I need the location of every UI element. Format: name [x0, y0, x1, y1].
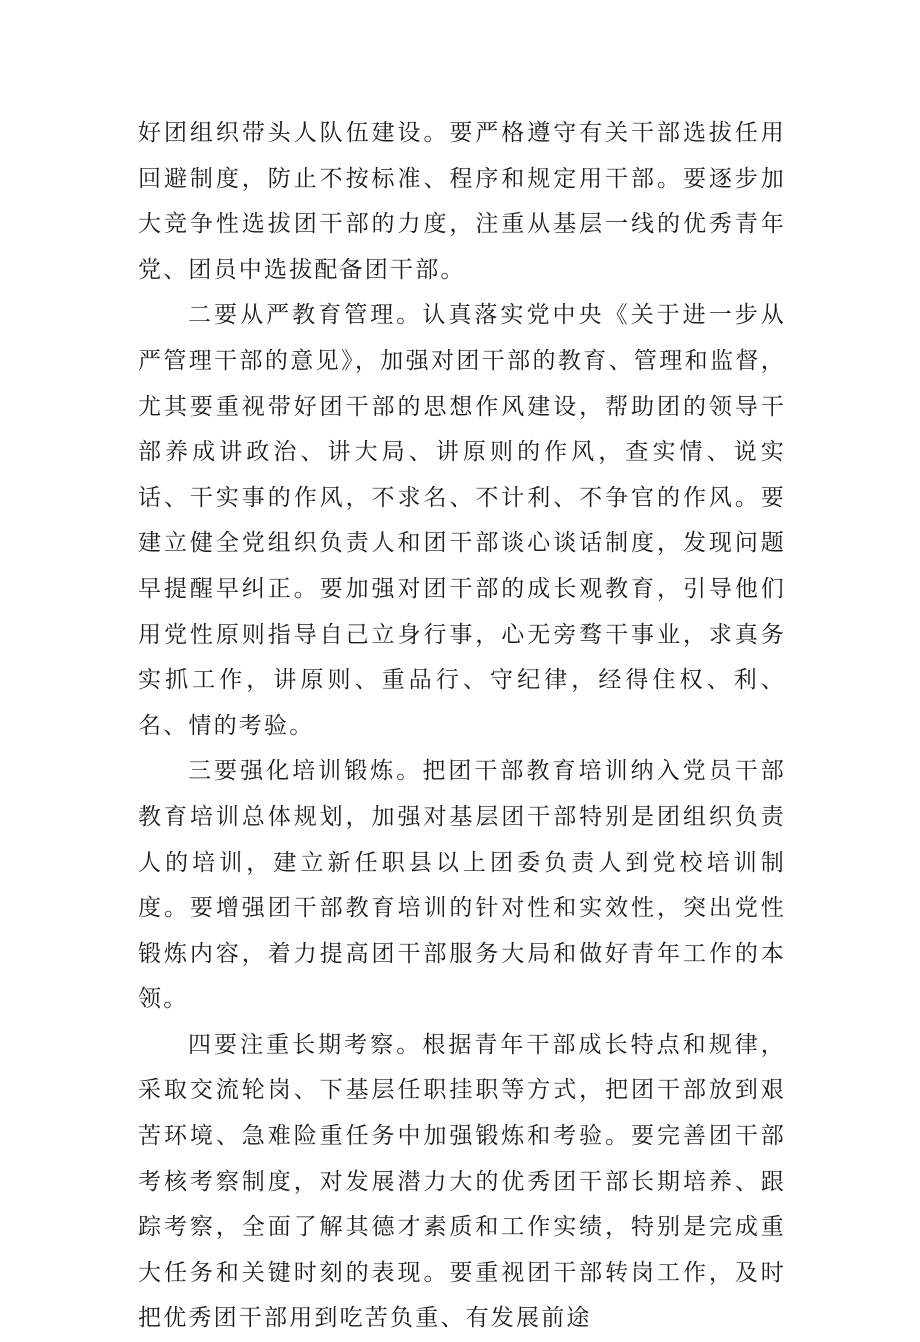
paragraph-long-term-assessment: 四要注重长期考察。根据青年干部成长特点和规律，采取交流轮岗、下基层任职挂职等方式，把团干部放到艰苦环境、急难险重任务中加强锻炼和考验。要完善团干部考核考察制度，对发展潜力大的优秀团干部长期培养、跟踪考察，全面了解其德才素质和工作实绩，特别是完成重大任务和关键时刻的表现。要重视团干部转岗工作，及时把优秀团干部用到吃苦负重、有发展前途	[138, 1031, 786, 1332]
paragraph-training-tempering: 三要强化培训锻炼。把团干部教育培训纳入党员干部教育培训总体规划，加强对基层团干部特别是团组织负责人的培训，建立新任职县以上团委负责人到党校培训制度。要增强团干部教育培训的针对性和实效性，突出党性锻炼内容，着力提高团干部服务大局和做好青年工作的本领。	[138, 758, 786, 1013]
document-body	[138, 111, 786, 1342]
paragraph-strict-education-management: 二要从严教育管理。认真落实党中央《关于进一步从严管理干部的意见》，加强对团干部的教育、管理和监督，尤其要重视带好团干部的思想作风建设，帮助团的领导干部养成讲政治、讲大局、讲原则的作风，查实情、说实话、干实事的作风，不求名、不计利、不争官的作风。要建立健全党组织负责人和团干部谈心谈话制度，发现问题早提醒早纠正。要加强对团干部的成长观教育，引导他们用党性原则指导自己立身行事，心无旁骛干事业，求真务实抓工作，讲原则、重品行、守纪律，经得住权、利、名、情的考验。	[138, 302, 786, 739]
paragraph-continuation: 好团组织带头人队伍建设。要严格遵守有关干部选拔任用回避制度，防止不按标准、程序和规定用干部。要逐步加大竞争性选拔团干部的力度，注重从基层一线的优秀青年党、团员中选拔配备团干部。	[138, 120, 786, 283]
